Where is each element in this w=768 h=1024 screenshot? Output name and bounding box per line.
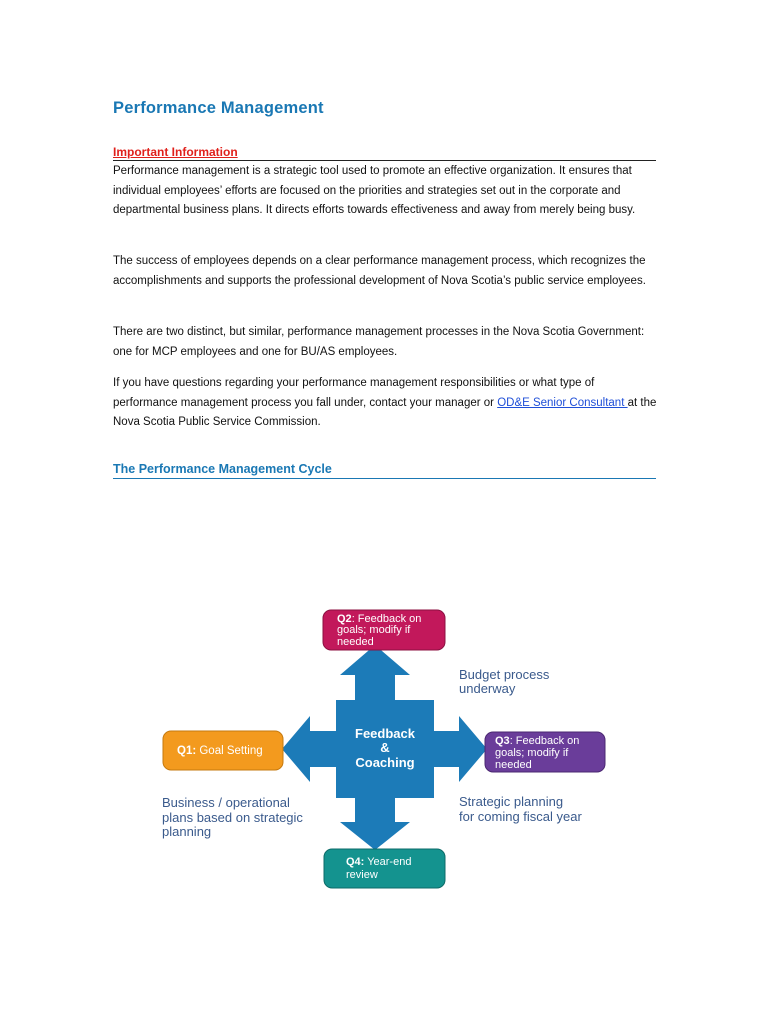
- q1-prefix: Q1:: [177, 745, 197, 757]
- q2-line-2: goals; modify if: [337, 624, 411, 636]
- important-information-heading: Important Information: [113, 145, 238, 159]
- paragraph-contact-text: If you have questions regarding your performance management responsibilities or what type of performance management process you fall under, contact your manager or: [113, 377, 595, 409]
- business-annotation-1: Business / operational: [162, 795, 290, 810]
- q4-prefix: Q4:: [346, 856, 365, 868]
- paragraph-contact: [113, 374, 658, 433]
- business-annotation-3: planning: [162, 824, 212, 839]
- q4-text-1: Year-end: [364, 856, 412, 868]
- arrow-left: [282, 716, 338, 782]
- ode-senior-consultant-link[interactable]: OD&E Senior Consultant: [497, 396, 628, 409]
- arrow-down: [340, 796, 410, 850]
- q3-prefix: Q3: [495, 735, 510, 747]
- budget-annotation-1: Budget process: [459, 667, 550, 682]
- paragraph-contact-text-end: at the Nova Scotia Public Service Commission.: [113, 396, 657, 428]
- q2-prefix: Q2: [337, 613, 352, 625]
- page-title: Performance Management: [113, 99, 324, 117]
- q4-line-1: [346, 856, 411, 868]
- budget-annotation-2: underway: [459, 681, 516, 696]
- section-divider: [113, 160, 656, 161]
- q4-line-2: review: [346, 869, 378, 881]
- q3-text-1: : Feedback on: [509, 735, 580, 747]
- q3-line-2: goals; modify if: [495, 747, 569, 759]
- performance-cycle-diagram: [150, 600, 610, 900]
- arrow-up: [340, 645, 410, 702]
- paragraph-success: The success of employees depends on a clear performance management process, which recognizes the accomplishments and supports the professional development of Nova Scotia’s public service employees.: [113, 255, 646, 287]
- strategic-annotation-1: Strategic planning: [459, 794, 564, 809]
- paragraph-intro: Performance management is a strategic tool used to promote an effective organization. It ensures that individual employees’ efforts are focused on the priorities and strategies set out in the corporate and departmental business plans. It directs efforts towards effectiveness and away from merely being busy.: [113, 165, 636, 216]
- center-label-2: &: [380, 740, 390, 755]
- center-label-3: Coaching: [355, 755, 415, 770]
- q1-text: Goal Setting: [196, 745, 263, 757]
- q1-label: [177, 745, 263, 757]
- q4-box: [324, 849, 445, 888]
- arrow-right: [432, 716, 487, 782]
- cycle-section-divider: [113, 478, 656, 479]
- cycle-section-title: The Performance Management Cycle: [113, 462, 332, 476]
- q2-line-3: needed: [337, 636, 374, 648]
- q2-text-1: : Feedback on: [351, 613, 422, 625]
- q3-line-3: needed: [495, 759, 532, 771]
- q3-line-1: [495, 735, 579, 747]
- business-annotation-2: plans based on strategic: [162, 810, 303, 825]
- center-label-1: Feedback: [355, 726, 415, 741]
- strategic-annotation-2: for coming fiscal year: [459, 809, 582, 824]
- paragraph-processes: There are two distinct, but similar, performance management processes in the Nova Scotia Government: one for MCP employees and one for BU/AS employees.: [113, 326, 645, 358]
